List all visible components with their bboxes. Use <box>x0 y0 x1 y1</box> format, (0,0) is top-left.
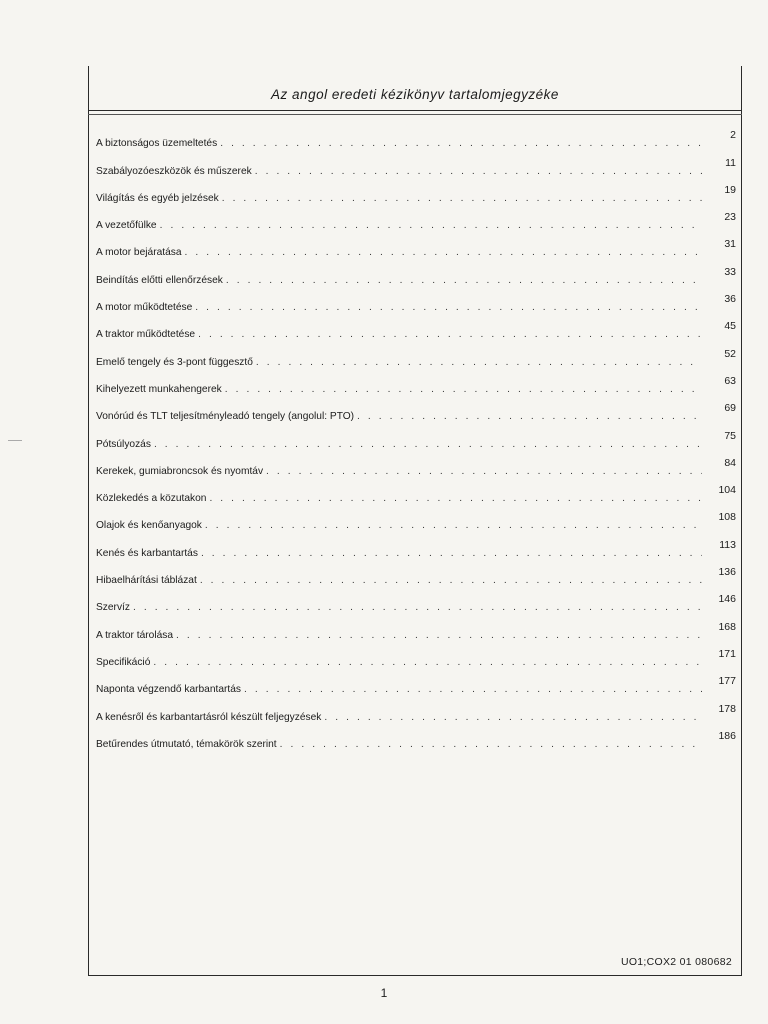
toc-entry-page: 178 <box>718 702 736 715</box>
toc-entry <box>96 479 736 506</box>
toc-entry-title: Vonórúd és TLT teljesítményleadó tengely (angolul: PTO) <box>96 411 355 423</box>
header-rule-thin <box>88 114 742 115</box>
toc-entry-title: Kihelyezett munkahengerek <box>96 383 222 395</box>
toc-entry-title: Kenés és karbantartás <box>96 547 198 559</box>
toc-entry <box>96 151 736 178</box>
toc-leader-dots <box>324 711 702 725</box>
toc-entry-page: 104 <box>718 484 736 497</box>
toc-leader-dots <box>200 574 702 588</box>
page-heading: Az angol eredeti kézikönyv tartalomjegyzéke <box>271 87 559 102</box>
toc-entry <box>96 643 736 670</box>
toc-entry-page: 2 <box>730 129 736 142</box>
toc-entry-page: 108 <box>718 511 736 524</box>
toc-entry-page: 45 <box>724 320 736 333</box>
toc-leader-dots <box>255 165 702 179</box>
toc-entry <box>96 452 736 479</box>
toc-entry-page: 19 <box>724 183 736 196</box>
toc-leader-dots <box>133 601 702 615</box>
toc-entry-title: Szervíz <box>96 602 130 614</box>
toc-entry-page: 63 <box>724 374 736 387</box>
toc-entry-page: 177 <box>718 675 736 688</box>
toc-leader-dots <box>209 492 702 506</box>
toc-entry-title: Naponta végzendő karbantartás <box>96 684 241 696</box>
toc-leader-dots <box>244 683 702 697</box>
toc-leader-dots <box>225 383 702 397</box>
toc-leader-dots <box>266 465 702 479</box>
toc-entry <box>96 506 736 533</box>
toc-entry <box>96 533 736 560</box>
toc-entry-page: 36 <box>724 293 736 306</box>
margin-mark <box>8 440 22 441</box>
toc-entry-title: A motor bejáratása <box>96 247 182 259</box>
toc-entry-page: 33 <box>724 265 736 278</box>
toc-entry <box>96 179 736 206</box>
toc-leader-dots <box>154 438 702 452</box>
toc-entry-title: Kerekek, gumiabroncsok és nyomtáv <box>96 465 264 477</box>
toc-entry-page: 31 <box>724 238 736 251</box>
toc-entry <box>96 370 736 397</box>
toc-entry-title: Betűrendes útmutató, témakörök szerint <box>96 738 277 750</box>
toc-leader-dots <box>153 656 702 670</box>
toc-entry-title: Olajok és kenőanyagok <box>96 520 202 532</box>
toc-entry-page: 136 <box>718 566 736 579</box>
document-code: UO1;COX2 01 080682 <box>620 956 732 968</box>
toc-entry <box>96 342 736 369</box>
toc-entry <box>96 233 736 260</box>
toc-entry <box>96 315 736 342</box>
toc-entry-page: 75 <box>724 429 736 442</box>
toc-leader-dots <box>220 137 702 151</box>
toc-entry-title: Beindítás előtti ellenőrzések <box>96 274 223 286</box>
toc-leader-dots <box>160 219 702 233</box>
toc-leader-dots <box>357 410 702 424</box>
toc-leader-dots <box>176 629 702 643</box>
toc-entry <box>96 670 736 697</box>
toc-entry <box>96 697 736 724</box>
toc-entry-page: 186 <box>718 729 736 742</box>
toc-entry <box>96 424 736 451</box>
toc-entry-page: 171 <box>718 647 736 660</box>
toc-leader-dots <box>226 274 702 288</box>
toc-entry-page: 11 <box>725 156 736 169</box>
toc-entry <box>96 260 736 287</box>
toc-entry <box>96 588 736 615</box>
toc-entry-title: A traktor működtetése <box>96 329 196 341</box>
toc-entry-title: A vezetőfülke <box>96 220 157 232</box>
toc-entry <box>96 124 736 151</box>
page-number: 1 <box>380 986 388 1000</box>
toc-leader-dots <box>205 519 702 533</box>
toc-leader-dots <box>256 356 702 370</box>
toc-leader-dots <box>195 301 702 315</box>
toc-leader-dots <box>280 738 702 752</box>
toc-entry-page: 168 <box>718 620 736 633</box>
toc-entry-page: 146 <box>718 593 736 606</box>
toc-entry-page: 84 <box>724 456 736 469</box>
toc-entry-title: A biztonságos üzemeltetés <box>96 138 218 150</box>
toc-entry-title: Szabályozóeszközök és műszerek <box>96 165 252 177</box>
toc-entry <box>96 397 736 424</box>
toc-entry <box>96 615 736 642</box>
toc-entry-page: 52 <box>724 347 736 360</box>
toc-entry-title: A traktor tárolása <box>96 629 174 641</box>
table-of-contents <box>96 124 736 752</box>
toc-entry-title: A kenésről és karbantartásról készült feljegyzések <box>96 711 322 723</box>
toc-entry-page: 69 <box>724 402 736 415</box>
toc-entry-title: Világítás és egyéb jelzések <box>96 192 219 204</box>
toc-leader-dots <box>201 547 702 561</box>
toc-entry-page: 23 <box>724 211 736 224</box>
toc-entry <box>96 561 736 588</box>
toc-entry-page: 113 <box>719 538 736 551</box>
header-rule <box>88 110 742 111</box>
toc-entry-title: A motor működtetése <box>96 302 193 314</box>
toc-entry-title: Közlekedés a közutakon <box>96 493 207 505</box>
toc-leader-dots <box>198 328 702 342</box>
toc-entry-title: Specifikáció <box>96 656 151 668</box>
toc-entry <box>96 206 736 233</box>
toc-entry <box>96 725 736 752</box>
toc-entry <box>96 288 736 315</box>
toc-entry-title: Emelő tengely és 3-pont függesztő <box>96 356 253 368</box>
toc-entry-title: Pótsúlyozás <box>96 438 151 450</box>
toc-entry-title: Hibaelhárítási táblázat <box>96 575 197 587</box>
toc-leader-dots <box>222 192 702 206</box>
toc-leader-dots <box>185 246 702 260</box>
